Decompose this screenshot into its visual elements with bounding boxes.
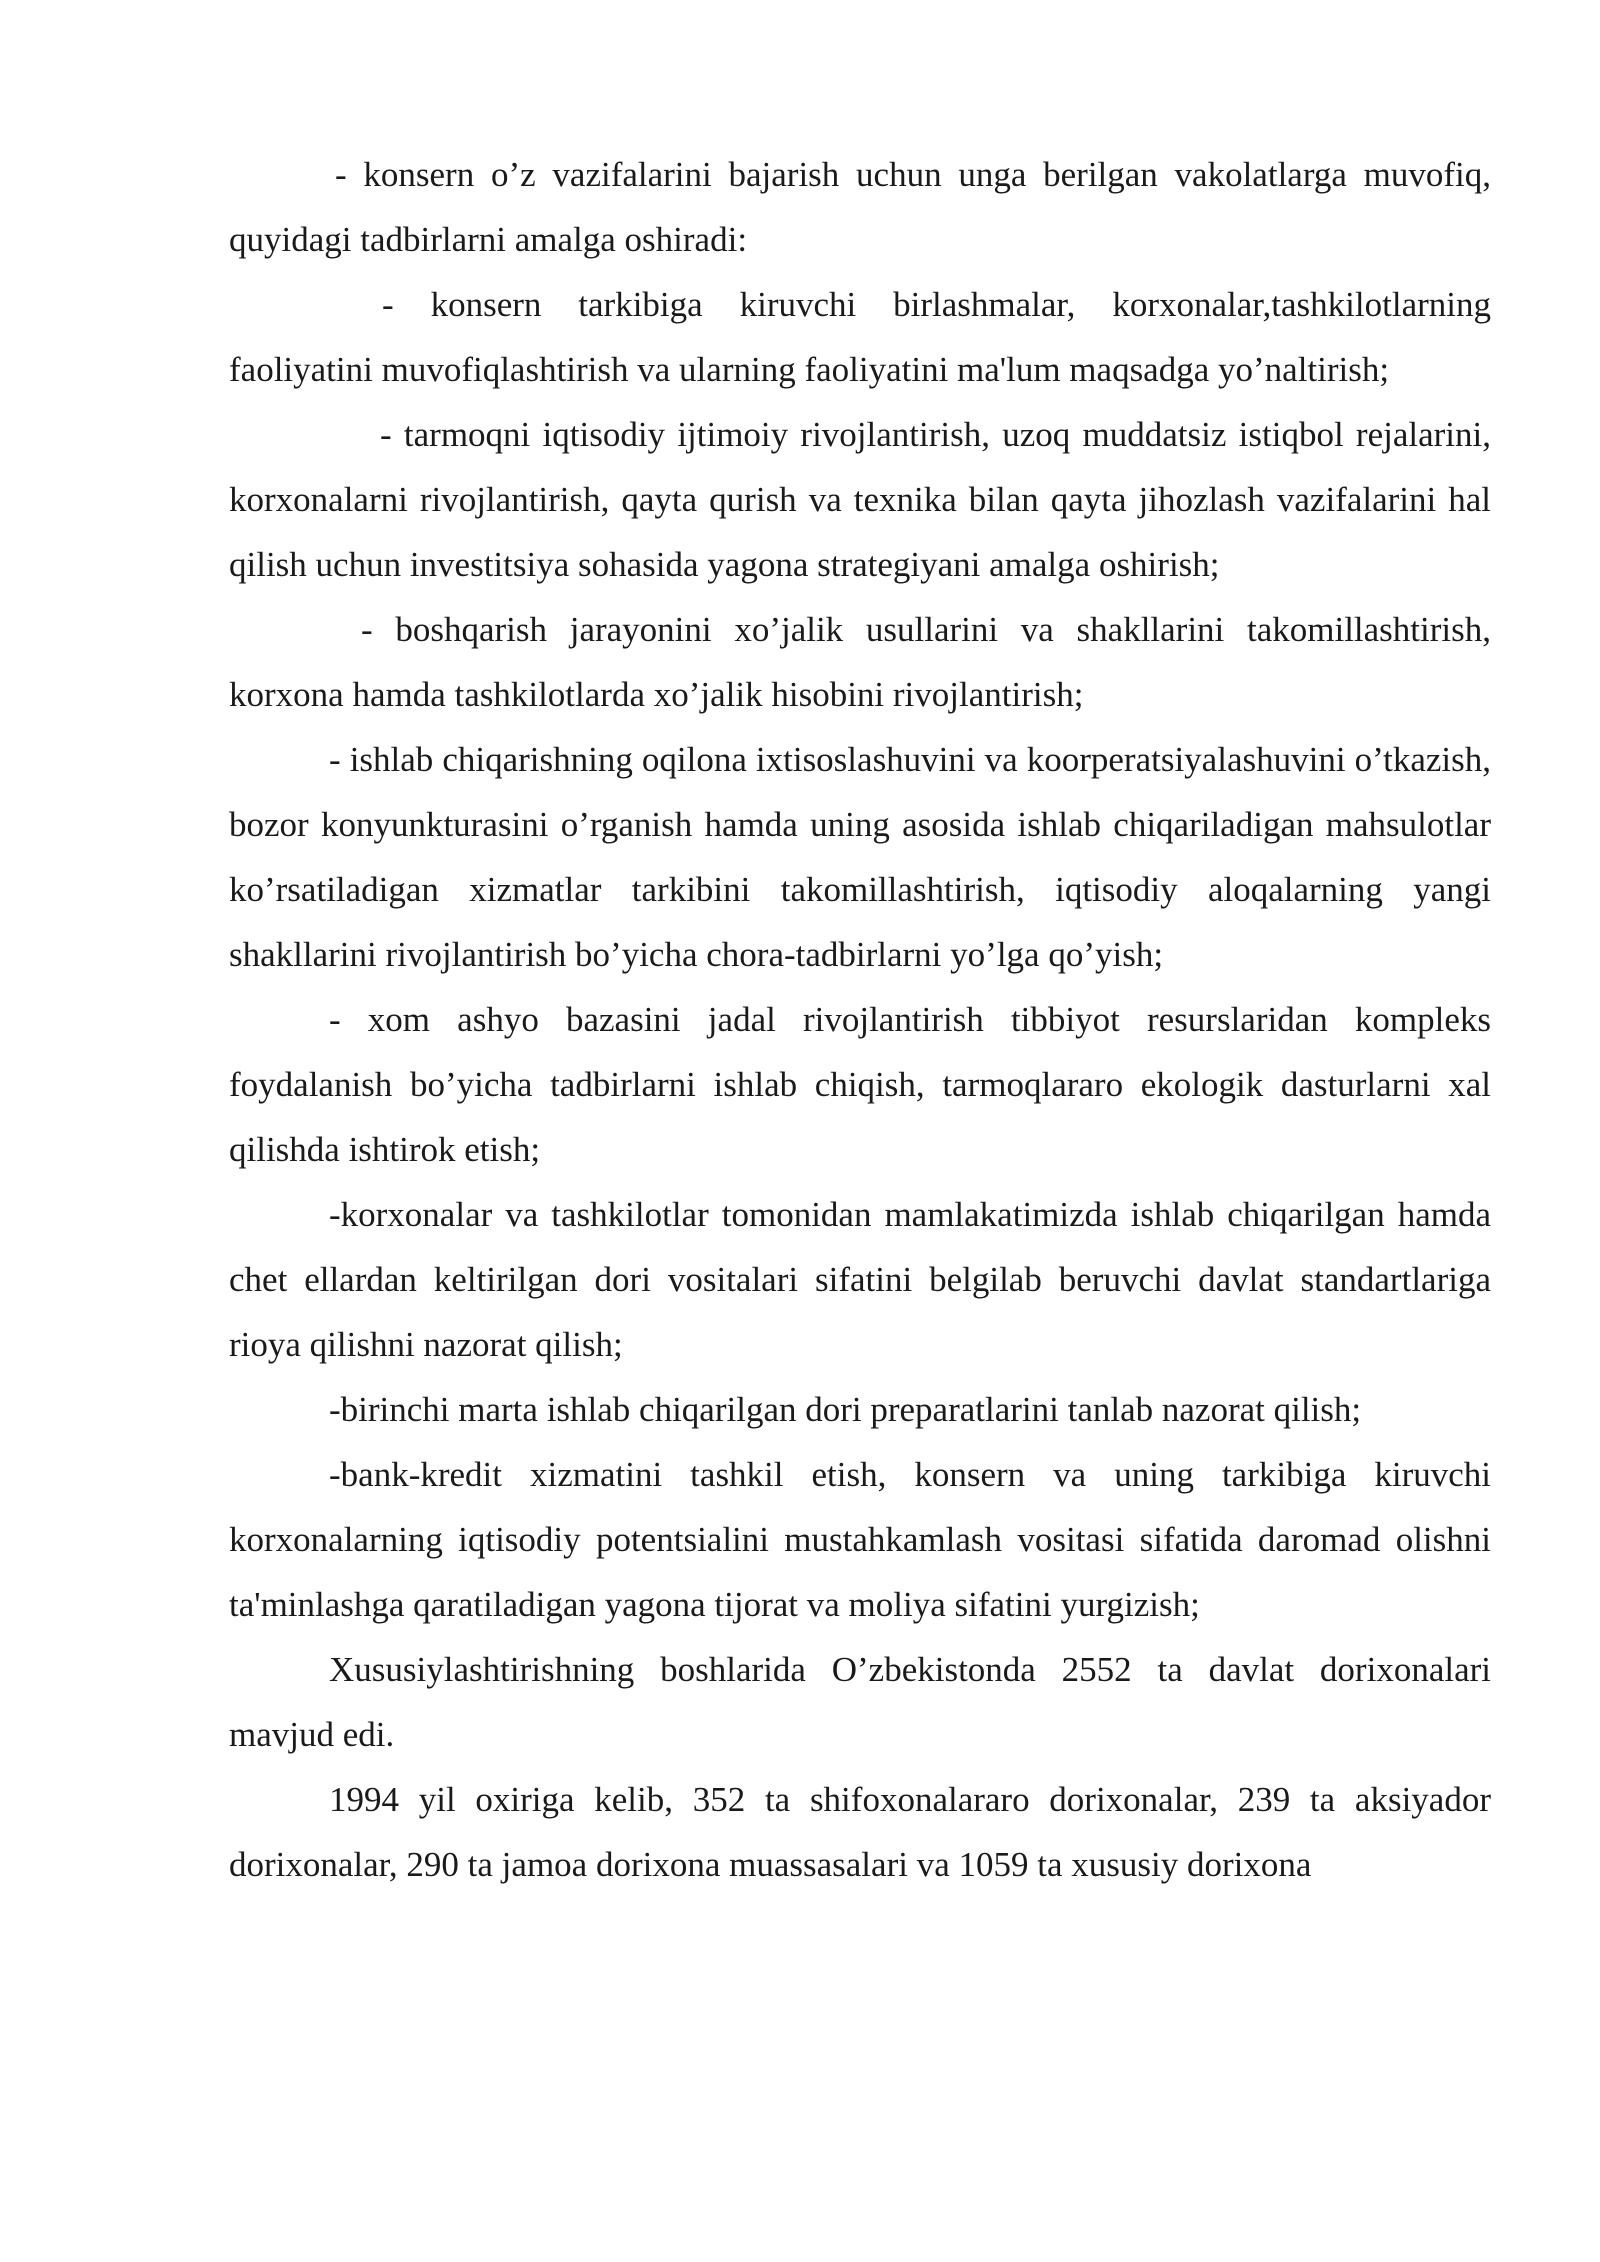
paragraph-bank-credit: -bank-kredit xizmatini tashkil etish, konsern va uning tarkibiga kiruvchi korxonalarning iqtisodiy potentsialini mustahkamlash vositasi sifatida daromad olishni ta'minlashga qaratiladigan yagona tijorat va moliya sifatini yurgizish; (229, 1455, 1491, 1624)
paragraph-first-batch-control: -birinchi marta ishlab chiqarilgan dori preparatlarini tanlab nazorat qilish; (329, 1390, 1362, 1429)
paragraph-privatization-start: Xususiylashtirishning boshlarida O’zbekistonda 2552 ta davlat dorixonalari mavjud edi. (229, 1650, 1491, 1754)
paragraph-1994-statistics: 1994 yil oxiriga kelib, 352 ta shifoxonalararo dorixonalar, 239 ta aksiyador dorixonalar, 290 ta jamoa dorixona muassasalari va 1059 ta xususiy dorixona (229, 1780, 1491, 1884)
paragraph-investment-strategy: - tarmoqni iqtisodiy ijtimoiy rivojlantirish, uzoq muddatsiz istiqbol rejalarini, korxonalarni rivojlantirish, qayta qurish va texnika bilan qayta jihozlash vazifalarini hal qilish uchun investitsiya sohasida yagona strategiyani amalga oshirish; (229, 415, 1491, 584)
paragraph-quality-standards: -korxonalar va tashkilotlar tomonidan mamlakatimizda ishlab chiqarilgan hamda chet ellardan keltirilgan dori vositalari sifatini belgilab beruvchi davlat standartlariga rioya qilishni nazorat qilish; (229, 1195, 1491, 1364)
document-body (229, 142, 1491, 1897)
paragraph-raw-materials: - xom ashyo bazasini jadal rivojlantirish tibbiyot resurslaridan kompleks foydalanish bo’yicha tadbirlarni ishlab chiqish, tarmoqlararo ekologik dasturlarni xal qilishda ishtirok etish; (229, 1000, 1491, 1169)
paragraph-specialization: - ishlab chiqarishning oqilona ixtisoslashuvini va koorperatsiyalashuvini o’tkazish, bozor konyunkturasini o’rganish hamda uning asosida ishlab chiqariladigan mahsulotlar ko’rsatiladigan xizmatlar tarkibini takomillashtirish, iqtisodiy aloqalarning yangi shakllarini rivojlantirish bo’yicha chora-tadbirlarni yo’lga qo’yish; (229, 740, 1491, 974)
paragraph-konsern-functions-intro: - konsern o’z vazifalarini bajarish uchun unga berilgan vakolatlarga muvofiq, quyidagi tadbirlarni amalga oshiradi: (229, 155, 1491, 259)
paragraph-management-methods: - boshqarish jarayonini xo’jalik usullarini va shakllarini takomillashtirish, korxona hamda tashkilotlarda xo’jalik hisobini rivojlantirish; (229, 610, 1491, 714)
paragraph-coordination: - konsern tarkibiga kiruvchi birlashmalar, korxonalar,tashkilotlarning faoliyatini muvofiqlashtirish va ularning faoliyatini ma'lum maqsadga yo’naltirish; (229, 285, 1491, 389)
